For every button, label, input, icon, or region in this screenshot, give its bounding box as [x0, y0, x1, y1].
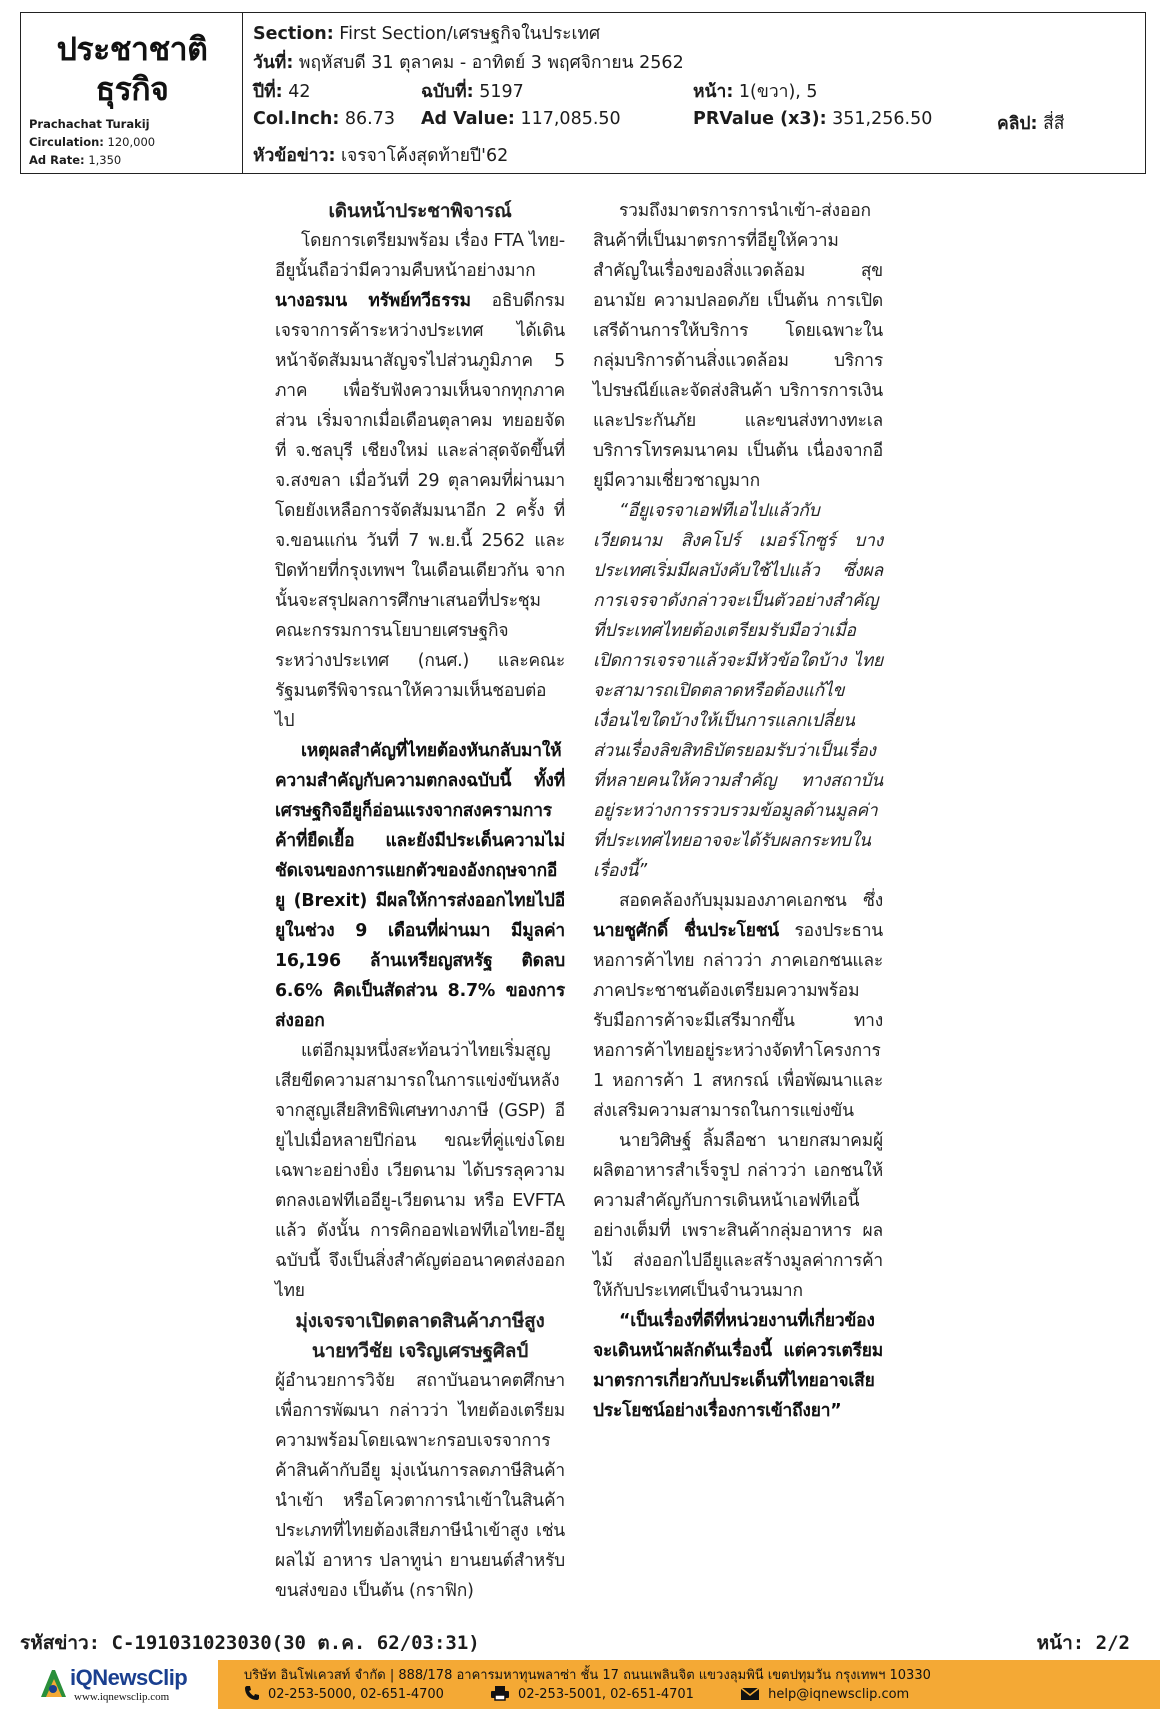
company-address: บริษัท อินโฟเควสท์ จำกัด | 888/178 อาคารมหาทุนพลาซ่า ชั้น 17 ถนนเพลินจิต แขวงลุมพินี เขตปทุมวัน กรุงเทพฯ 10330 — [244, 1668, 931, 1683]
paragraph-bold: เหตุผลสำคัญที่ไทยต้องหันกลับมาให้ความสำคัญกับความตกลงฉบับนี้ ทั้งที่เศรษฐกิจอียูก็อ่อนแรงจากสงครามการค้าที่ยืดเยื้อ และยังมีประเด็นความไม่ชัดเจนของการแยกตัวของอังกฤษจากอียู (Brexit) มีผลให้การส่งออกไทยไปอียูในช่วง 9 เดือนที่ผ่านมา มีมูลค่า 16,196 ล้านเหรียญสหรัฐ ติดลบ 6.6% คิดเป็นสัดส่วน 8.7% ของการส่งออก — [275, 741, 565, 1031]
company-bar — [0, 1660, 1160, 1709]
article-column-right — [593, 196, 883, 1426]
clip-footer — [20, 1628, 1130, 1658]
quote-bold: “เป็นเรื่องที่ดีที่หน่วยงานที่เกี่ยวข้องจะเดินหน้าผลักดันเรื่องนี้ แต่ควรเตรียมมาตรการเกี่ยวกับประเด็นที่ไทยอาจเสียประโยชน์อย่างเรื่องการเข้าถึงยา” — [593, 1311, 883, 1421]
paragraph: นายวิศิษฐ์ ลิ้มลือชา นายกสมาคมผู้ผลิตอาหารสำเร็จรูป กล่าวว่า เอกชนให้ความสำคัญกับการเดินหน้าเอฟทีเอนี้อย่างเต็มที่ เพราะสินค้ากลุ่มอาหาร ผลไม้ ส่งออกไปอียูและสร้างมูลค่าการค้าให้กับประเทศเป็นจำนวนมาก — [593, 1131, 883, 1301]
circulation: Circulation: 120,000 — [29, 135, 156, 149]
publication-logo-cell — [21, 13, 243, 173]
logo-line-1: ประชาชาติ — [56, 30, 208, 68]
brand-name: iQNewsClip — [70, 1665, 188, 1690]
printer-icon — [490, 1685, 510, 1701]
subhead-public-hearing: เดินหน้าประชาพิจารณ์ — [328, 200, 512, 222]
article-column-left — [275, 196, 565, 1606]
brand-url[interactable]: www.iqnewsclip.com — [74, 1691, 170, 1703]
prvalue-field: PRValue (x3): 351,256.50 — [693, 109, 933, 129]
mail-icon — [740, 1687, 760, 1701]
year-field: ปีที่: 42 — [253, 82, 311, 102]
newsclip-logo-icon — [38, 1667, 70, 1701]
headline-row: หัวข้อข่าว: เจรจาโค้งสุดท้ายปี'62 — [253, 146, 509, 166]
publication-name-en: Prachachat Turakij — [29, 117, 150, 131]
clip-header — [20, 12, 1146, 174]
news-code: รหัสข่าว: C-191031023030(30 ต.ค. 62/03:31) — [20, 1632, 480, 1654]
email-contact[interactable]: help@iqnewsclip.com — [740, 1687, 909, 1702]
phone-icon — [244, 1685, 260, 1701]
person-name: นางอรมน ทรัพย์ทวีธรรม — [275, 291, 471, 311]
quote: “อียูเจรจาเอฟทีเอไปแล้วกับเวียดนาม สิงคโปร์ เมอร์โกซูร์ บางประเทศเริ่มมีผลบังคับใช้ไปแล้ว ซึ่งผลการเจรจาดังกล่าวจะเป็นตัวอย่างสำคัญที่ประเทศไทยต้องเตรียมรับมือว่าเมื่อเปิดการเจรจาแล้วจะมีหัวข้อใดบ้าง ไทยจะสามารถเปิดตลาดหรือต้องแก้ไขเงื่อนไขใดบ้างให้เป็นการแลกเปลี่ยน ส่วนเรื่องลิขสิทธิบัตรยอมรับว่าเป็นเรื่องที่หลายคนให้ความสำคัญ ทางสถาบันอยู่ระหว่างการรวบรวมข้อมูลด้านมูลค่าที่ประเทศไทยอาจจะได้รับผลกระทบในเรื่องนี้” — [593, 501, 883, 881]
paragraph: ผู้อำนวยการวิจัย สถาบันอนาคตศึกษาเพื่อการพัฒนา กล่าวว่า ไทยต้องเตรียมความพร้อมโดยเฉพาะกรอบเจรจาการค้าสินค้ากับอียู มุ่งเน้นการลดภาษีสินค้านำเข้า หรือโควตาการนำเข้าในสินค้าประเภทที่ไทยต้องเสียภาษีนำเข้าสูง เช่น ผลไม้ อาหาร ปลาทูน่า ยานยนต์สำหรับขนส่งของ เป็นต้น (กราฟิก) — [275, 1371, 565, 1601]
paragraph: รวมถึงมาตรการการนำเข้า-ส่งออกสินค้าที่เป็นมาตรการที่อียูให้ความสำคัญในเรื่องของสิ่งแวดล้อม สุขอนามัย ความปลอดภัย เป็นต้น การเปิดเสรีด้านการให้บริการ โดยเฉพาะในกลุ่มบริการด้านสิ่งแวดล้อม บริการไปรษณีย์และจัดส่งสินค้า บริการการเงินและประกันภัย และขนส่งทางทะเล บริการโทรคมนาคม เป็นต้น เนื่องจากอียูมีความเชี่ยวชาญมาก — [593, 201, 883, 491]
brand-logo[interactable] — [0, 1660, 218, 1709]
paragraph: สอดคล้องกับมุมมองภาคเอกชน ซึ่ง นายชูศักดิ์ ชื่นประโยชน์ รองประธานหอการค้าไทย กล่าวว่า ภาคเอกชนและภาคประชาชนต้องเตรียมความพร้อมรับมือการค้าจะมีเสรีมากขึ้น ทางหอการค้าไทยอยู่ระหว่างจัดทำโครงการ 1 หอการค้า 1 สหกรณ์ เพื่อพัฒนาและส่งเสริมความสามารถในการแข่งขัน — [593, 891, 883, 1121]
colinch-field: Col.Inch: 86.73 — [253, 109, 395, 129]
company-contacts — [244, 1685, 943, 1702]
subhead-market-opening: มุ่งเจรจาเปิดตลาดสินค้าภาษีสูง — [295, 1310, 545, 1332]
section-row: Section: First Section/เศรษฐกิจในประเทศ — [253, 24, 601, 44]
logo-line-2: ธุรกิจ — [95, 70, 169, 108]
clip-field: คลิป: สี่สี — [997, 114, 1065, 134]
publication-logo — [21, 29, 243, 109]
person-name: นายทวีชัย เจริญเศรษฐศิลป์ — [311, 1340, 529, 1362]
publication-meta — [29, 115, 155, 169]
date-row: วันที่: พฤหัสบดี 31 ตุลาคม - อาทิตย์ 3 พฤศจิกายน 2562 — [253, 53, 684, 73]
page-field: หน้า: 1(ขวา), 5 — [693, 82, 818, 102]
paragraph: แต่อีกมุมหนึ่งสะท้อนว่าไทยเริ่มสูญเสียขีดความสามารถในการแข่งขันหลังจากสูญเสียสิทธิพิเศษทางภาษี (GSP) อียูไปเมื่อหลายปีก่อน ขณะที่คู่แข่งโดยเฉพาะอย่างยิ่ง เวียดนาม ได้บรรลุความตกลงเอฟทีเออียู-เวียดนาม หรือ EVFTA แล้ว ดังนั้น การคิกออฟเอฟทีเอไทย-อียูฉบับนี้ จึงเป็นสิ่งสำคัญต่ออนาคตส่งออกไทย — [275, 1041, 565, 1301]
person-name: นายชูศักดิ์ ชื่นประโยชน์ — [593, 921, 779, 941]
issue-field: ฉบับที่: 5197 — [421, 82, 524, 102]
phone-contact: 02-253-5000, 02-651-4700 — [244, 1685, 444, 1702]
advalue-field: Ad Value: 117,085.50 — [421, 109, 621, 129]
fax-contact: 02-253-5001, 02-651-4701 — [490, 1685, 694, 1702]
ad-rate: Ad Rate: 1,350 — [29, 153, 122, 167]
paragraph: โดยการเตรียมพร้อม เรื่อง FTA ไทย-อียูนั้นถือว่ามีความคืบหน้าอย่างมาก นางอรมน ทรัพย์ทวีธรรม อธิบดีกรมเจรจาการค้าระหว่างประเทศ ได้เดินหน้าจัดสัมมนาสัญจรไปส่วนภูมิภาค 5 ภาค เพื่อรับฟังความเห็นจากทุกภาคส่วน เริ่มจากเมื่อเดือนตุลาคม ทยอยจัดที่ จ.ชลบุรี เชียงใหม่ และล่าสุดจัดขึ้นที่ จ.สงขลา เมื่อวันที่ 29 ตุลาคมที่ผ่านมา โดยยังเหลือการจัดสัมมนาอีก 2 ครั้ง ที่ จ.ขอนแก่น วันที่ 7 พ.ย.นี้ 2562 และปิดท้ายที่กรุงเทพฯ ในเดือนเดียวกัน จากนั้นจะสรุปผลการศึกษาเสนอที่ประชุมคณะกรรมการนโยบายเศรษฐกิจระหว่างประเทศ (กนศ.) และคณะรัฐมนตรีพิจารณาให้ความเห็นชอบต่อไป — [275, 231, 565, 731]
clip-meta — [253, 13, 1145, 173]
page-of: หน้า: 2/2 — [1036, 1632, 1130, 1654]
